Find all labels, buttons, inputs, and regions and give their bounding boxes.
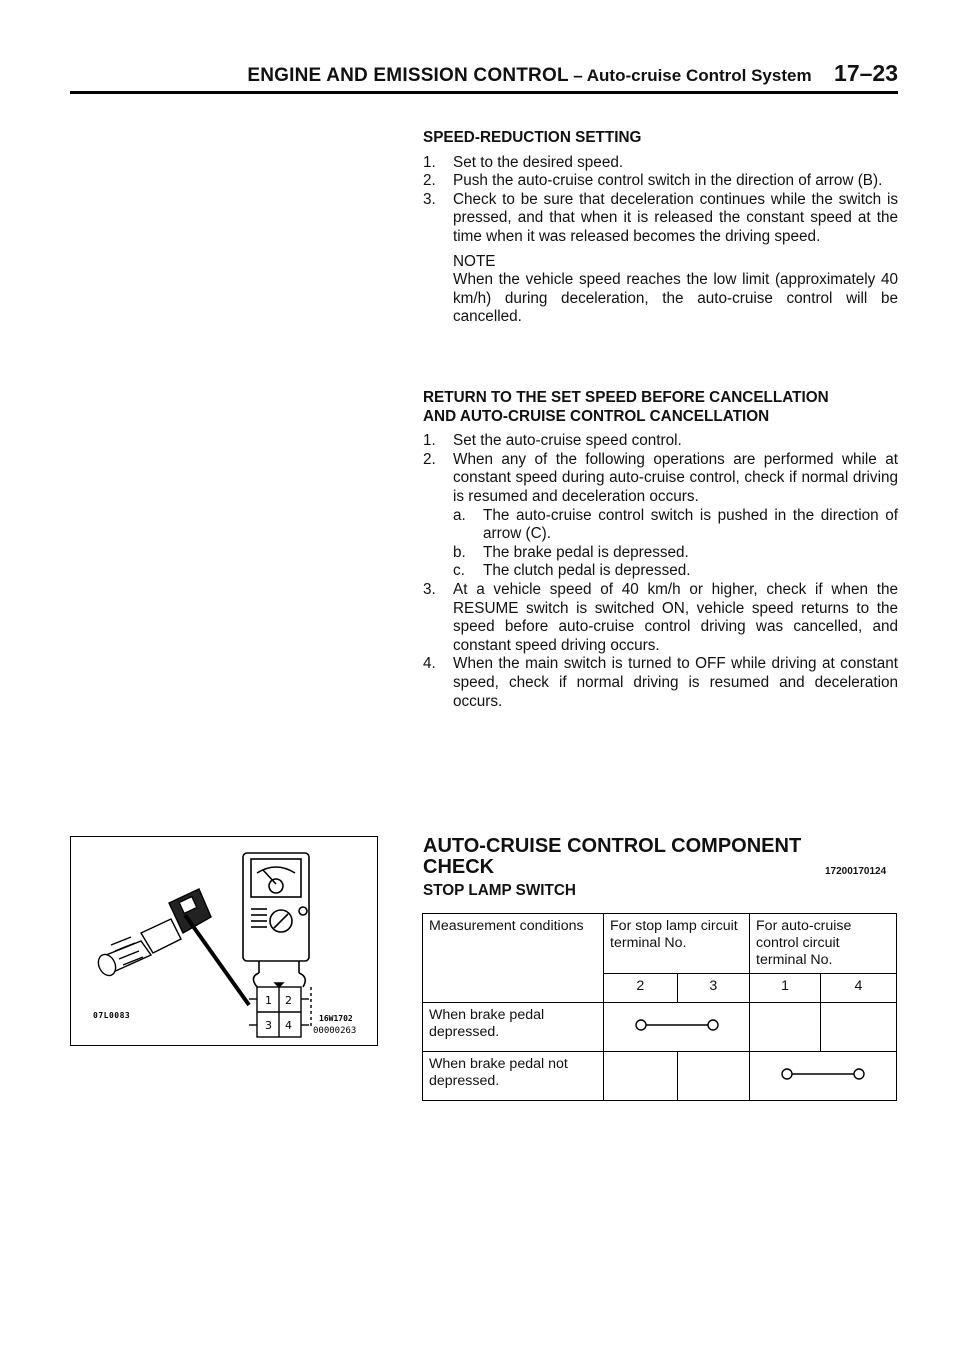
terminal-number: 1 [750,974,821,1003]
header-conditions: Measurement conditions [423,914,604,1003]
svg-text:4: 4 [285,1019,292,1032]
sub-step-item: a. The auto-cruise control switch is pushed in the direction of arrow (C). [453,506,898,543]
step-item: 1. Set to the desired speed. [423,153,624,171]
header-rule [70,91,898,94]
terminal-number: 2 [604,974,678,1003]
header-stop-lamp: For stop lamp circuit terminal No. [604,914,750,974]
step-item: 2. Push the auto-cruise control switch in the direction of arrow (B). [423,172,883,190]
connector-icon [249,983,311,1037]
row-label: When brake pedal not depressed. [423,1052,604,1101]
step-item: 3. At a vehicle speed of 40 km/h or higher, check if when the RESUME switch is switched ON, vehicle speed returns to the speed before auto-cruise control driving was cancelled, and constant speed driving occurs. [423,580,898,654]
empty-cell [604,1052,678,1101]
svg-text:2: 2 [285,994,292,1007]
continuity-cell [604,1003,750,1052]
empty-cell [821,1003,897,1052]
ohmmeter-icon [243,853,309,987]
table-row [423,1003,897,1052]
step-item: 4. When the main switch is turned to OFF while driving at constant speed, check if normal driving is resumed and deceleration occurs. [423,655,898,710]
return-heading-line2: AND AUTO-CRUISE CONTROL CANCELLATION [423,407,770,425]
step-item: 2. When any of the following operations are performed while at constant speed during auto-cruise control, check if normal driving is resumed and deceleration occurs. [423,450,898,505]
step-item: 3. Check to be sure that deceleration continues while the switch is pressed, and that when it is released the constant speed at the time when it was released becomes the driving speed. [423,190,898,245]
page-header [70,58,898,92]
note-label: NOTE [453,252,496,270]
svg-text:3: 3 [265,1019,272,1032]
svg-text:16W1702: 16W1702 [319,1014,353,1023]
page-number: 17–23 [834,60,898,86]
note-text: When the vehicle speed reaches the low limit (approximately 40 km/h) during deceleration, the auto-cruise control will be cancelled. [453,271,898,326]
header-auto-cruise: For auto-cruise control circuit terminal No. [750,914,897,974]
table-header-row [423,914,897,974]
empty-cell [677,1052,750,1101]
row-label: When brake pedal depressed. [423,1003,604,1052]
continuity-symbol-icon [604,1005,749,1045]
stop-lamp-switch-icon [95,889,249,1005]
continuity-cell [750,1052,897,1101]
speed-reduction-heading: SPEED-REDUCTION SETTING [423,129,642,146]
sub-step-item: b. The brake pedal is depressed. [453,543,689,561]
return-heading-line1: RETURN TO THE SET SPEED BEFORE CANCELLATION [423,389,829,406]
empty-cell [750,1003,821,1052]
svg-text:00000263: 00000263 [313,1026,357,1036]
header-title [247,60,898,87]
speed-reduction-section [423,129,898,327]
stop-lamp-switch-illustration [71,837,377,1045]
stop-lamp-switch-table [422,913,897,1101]
stop-lamp-heading: STOP LAMP SWITCH [423,882,576,899]
sub-step-item: c. The clutch pedal is depressed. [453,562,691,580]
svg-text:07L0083: 07L0083 [93,1011,131,1020]
return-section [423,389,898,711]
component-check-title: AUTO-CRUISE CONTROL COMPONENT CHECK [423,835,802,878]
section-title: ENGINE AND EMISSION CONTROL [247,65,569,86]
step-item: 1. Set the auto-cruise speed control. [423,432,682,450]
terminal-number: 4 [821,974,897,1003]
svg-text:1: 1 [265,994,272,1007]
stop-lamp-switch-figure [70,836,378,1046]
table-row [423,1052,897,1101]
continuity-symbol-icon [750,1054,895,1094]
terminal-number: 3 [677,974,750,1003]
subsection-title: – Auto-cruise Control System [573,66,812,85]
section-code: 17200170124 [825,866,887,877]
